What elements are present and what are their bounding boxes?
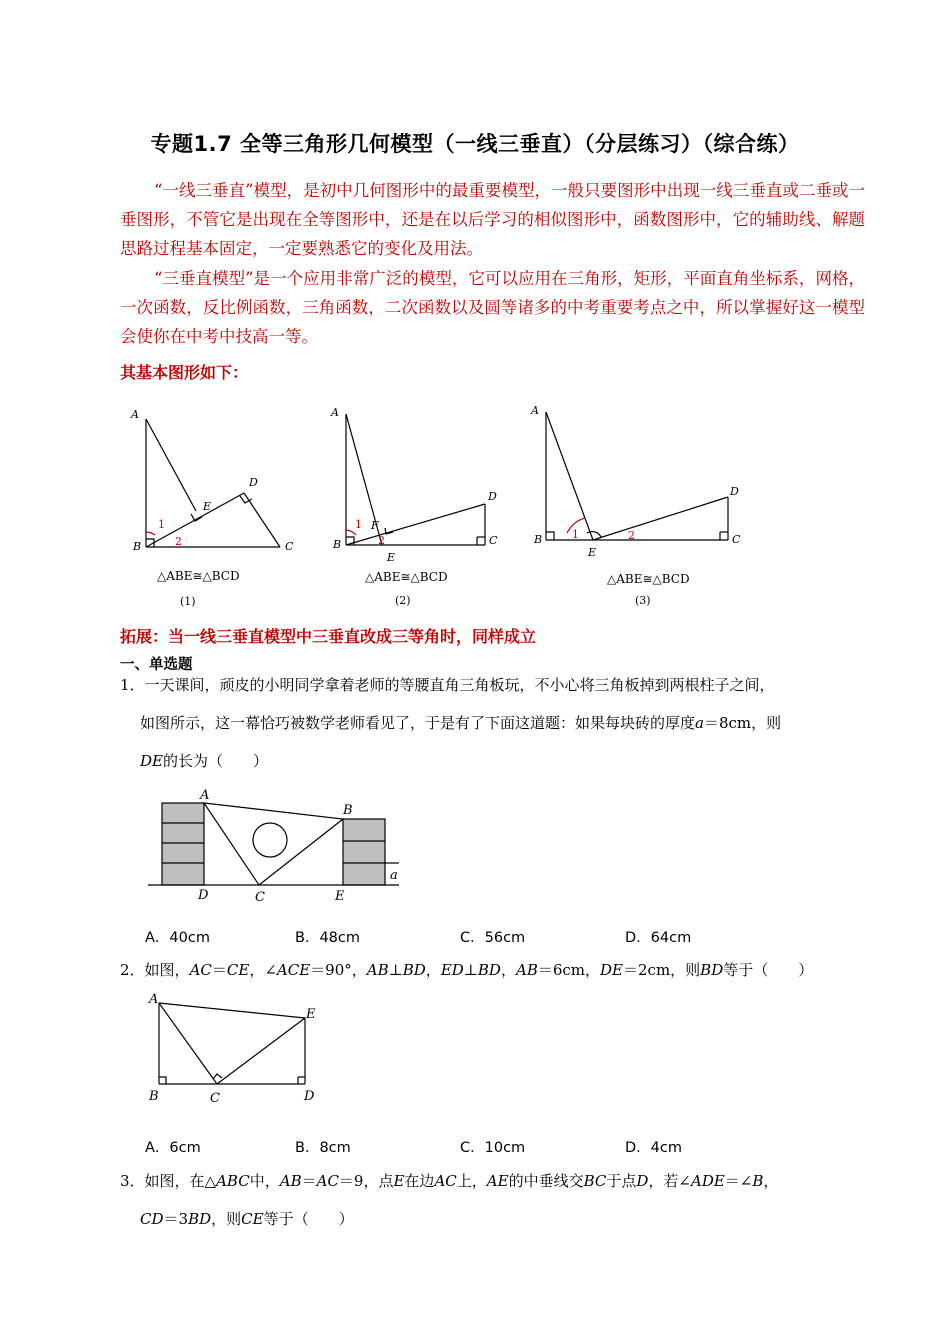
q3-var: AC [434,1172,457,1190]
q2-fig-label-d: D [304,1089,315,1104]
q1-option-d[interactable]: D．64cm [625,930,692,946]
q3-text: 的中垂线交 [508,1172,584,1190]
q2-var: AB [366,961,389,979]
fig2-label-c: C [489,534,498,547]
q2-var: BD [477,961,501,979]
fig2-label-f: F [371,519,379,532]
q2-text: ＝6cm， [537,961,601,979]
fig3-label-c: C [732,533,741,546]
fig1-label-e: E [203,500,212,513]
fig1-label-b: B [133,540,142,553]
q2-var: BD [402,961,426,979]
basic-figure-3 [525,400,755,615]
intro-paragraph-2: “三垂直模型”是一个应用非常广泛的模型，它可以应用在三角形，矩形，平面直角坐标系，网格，一次函数，反比例函数，三角函数，二次函数以及圆等诸多的中考重要考点之中，所以掌握好这一模型会使你在中考中技高一等。 [120,269,865,346]
q1-fig-label-a: A [200,788,210,803]
q1-option-b[interactable]: B．48cm [295,930,360,946]
q2-var: AB [515,961,538,979]
q2-text: ， [500,961,516,979]
q3-var: BC [583,1172,607,1190]
q3-var: AE [486,1172,509,1190]
q2-text: 等于（ ） [723,961,814,979]
fig3-angle-2: 2 [628,529,635,542]
q2-var: ED [440,961,464,979]
fig2-number: (2) [395,594,411,607]
q3-text: ＝9，点 [338,1172,394,1190]
q3-text: ，则 [211,1210,242,1228]
basic-figure-2 [325,400,515,615]
fig1-angle-2: 2 [175,535,182,548]
fig2-label-b: B [333,538,342,551]
q1-fig-label-d: D [198,888,209,903]
fig3-statement: △ABE≅△BCD [607,572,690,586]
q3-text: ， [763,1172,779,1190]
q3-var: B [752,1172,764,1190]
q3-var: CE [241,1210,264,1228]
q1-line-1: 一天课间，顽皮的小明同学拿着老师的等腰直角三角板玩，不小心将三角板掉到两根柱子之间， [144,676,775,694]
fig3-angle-1: 1 [572,528,579,541]
q2-var: DE [600,961,623,979]
extension-note: 拓展：当一线三垂直模型中三垂直改成三等角时，同样成立 [120,627,537,646]
q2-fig-label-e: E [306,1007,316,1022]
q3-var: CD [140,1210,164,1228]
basic-figures-heading: 其基本图形如下： [120,363,249,382]
fig2-label-a: A [331,406,339,419]
q2-figure [140,988,340,1108]
fig3-label-a: A [531,404,539,417]
fig3-label-e: E [588,546,597,559]
q3-text: 于点 [606,1172,637,1190]
q3-text: 如图，在△ [144,1172,217,1190]
q2-fig-label-c: C [210,1091,220,1106]
q2-option-a[interactable]: A．6cm [145,1140,201,1156]
fig3-label-d: D [730,485,739,498]
q2-number: 2． [120,961,145,979]
q3-text: 等于（ ） [263,1210,354,1228]
question-2 [120,951,860,989]
q1-fig-label-e: E [335,889,345,904]
q2-var: BD [700,961,724,979]
fig3-number: (3) [635,594,651,607]
q1-fig-label-b: B [343,803,353,818]
q2-fig-label-a: A [149,992,159,1007]
intro-paragraph-1: “一线三垂直”模型，是初中几何图形中的最重要模型，一般只要图形中出现一线三垂直或二垂或一垂图形，不管它是出现在全等图形中，还是在以后学习的相似图形中，函数图形中，它的辅助线、解题思路过程基本固定，一定要熟悉它的变化及用法。 [120,181,865,258]
fig2-angle-2: 2 [378,534,385,547]
q2-var: ACE [276,961,311,979]
fig2-statement: △ABE≅△BCD [365,570,448,584]
q3-text: 在边 [404,1172,435,1190]
fig3-label-b: B [534,533,543,546]
q1-option-c[interactable]: C．56cm [460,930,526,946]
q3-text: ，若∠ [648,1172,691,1190]
q1-option-a[interactable]: A．40cm [145,930,210,946]
q3-var: D [636,1172,649,1190]
q1-figure [145,783,415,908]
section-heading: 一、单选题 [120,657,193,673]
q3-text: 上， [456,1172,487,1190]
q3-var: E [393,1172,405,1190]
q2-text: ，∠ [249,961,277,979]
q2-text: ＝ [211,961,227,979]
q1-options [145,926,845,946]
q2-text: 如图， [144,961,190,979]
q3-text: ＝∠ [724,1172,753,1190]
fig2-label-d: D [488,490,497,503]
q3-var: ADE [690,1172,725,1190]
q1-line-2a: 如图所示，这一幕恰巧被数学老师看见了，于是有了下面这道题：如果每块砖的厚度 [140,714,696,732]
q1-line-2b: ＝8cm，则 [703,714,782,732]
q2-fig-label-b: B [149,1089,159,1104]
q1-line-3: 的长为（ ） [162,752,268,770]
q1-fig-label-c: C [255,890,265,905]
q3-text: ＝ [301,1172,317,1190]
fig1-label-a: A [131,408,139,421]
q2-text: ⊥ [388,961,403,979]
q3-text: ＝3 [163,1210,189,1228]
q3-var: ABC [216,1172,250,1190]
q3-number: 3． [120,1172,145,1190]
q2-option-d[interactable]: D．4cm [625,1140,682,1156]
fig1-angle-1: 1 [158,518,165,531]
fig1-statement: △ABE≅△BCD [157,569,240,583]
fig1-number: (1) [180,595,196,608]
q3-var: BD [188,1210,212,1228]
question-3 [120,1162,860,1238]
q1-number: 1． [120,676,145,694]
page-title: 专题1.7 全等三角形几何模型（一线三垂直）（分层练习）（综合练） [150,132,800,156]
q2-var: CE [226,961,250,979]
fig1-label-d: D [249,476,258,489]
q2-option-b[interactable]: B．8cm [295,1140,351,1156]
fig2-angle-1: 1 [355,518,362,531]
q3-var: AB [279,1172,302,1190]
question-1 [120,666,860,780]
q1-var-de: DE [140,752,163,770]
fig1-label-c: C [285,540,294,553]
q3-text: 中， [249,1172,280,1190]
q2-options [145,1136,845,1156]
q2-text: ＝2cm，则 [623,961,701,979]
q2-option-c[interactable]: C．10cm [460,1140,526,1156]
q2-text: ＝90°， [310,961,367,979]
q2-text: ⊥ [463,961,478,979]
q2-text: ， [425,961,441,979]
basic-figure-1 [125,400,305,615]
q1-fig-label-a-thickness: a [390,868,398,883]
q1-var-a: a [695,714,704,732]
fig2-label-e: E [387,551,396,564]
q2-var: AC [189,961,212,979]
q3-var: AC [316,1172,339,1190]
